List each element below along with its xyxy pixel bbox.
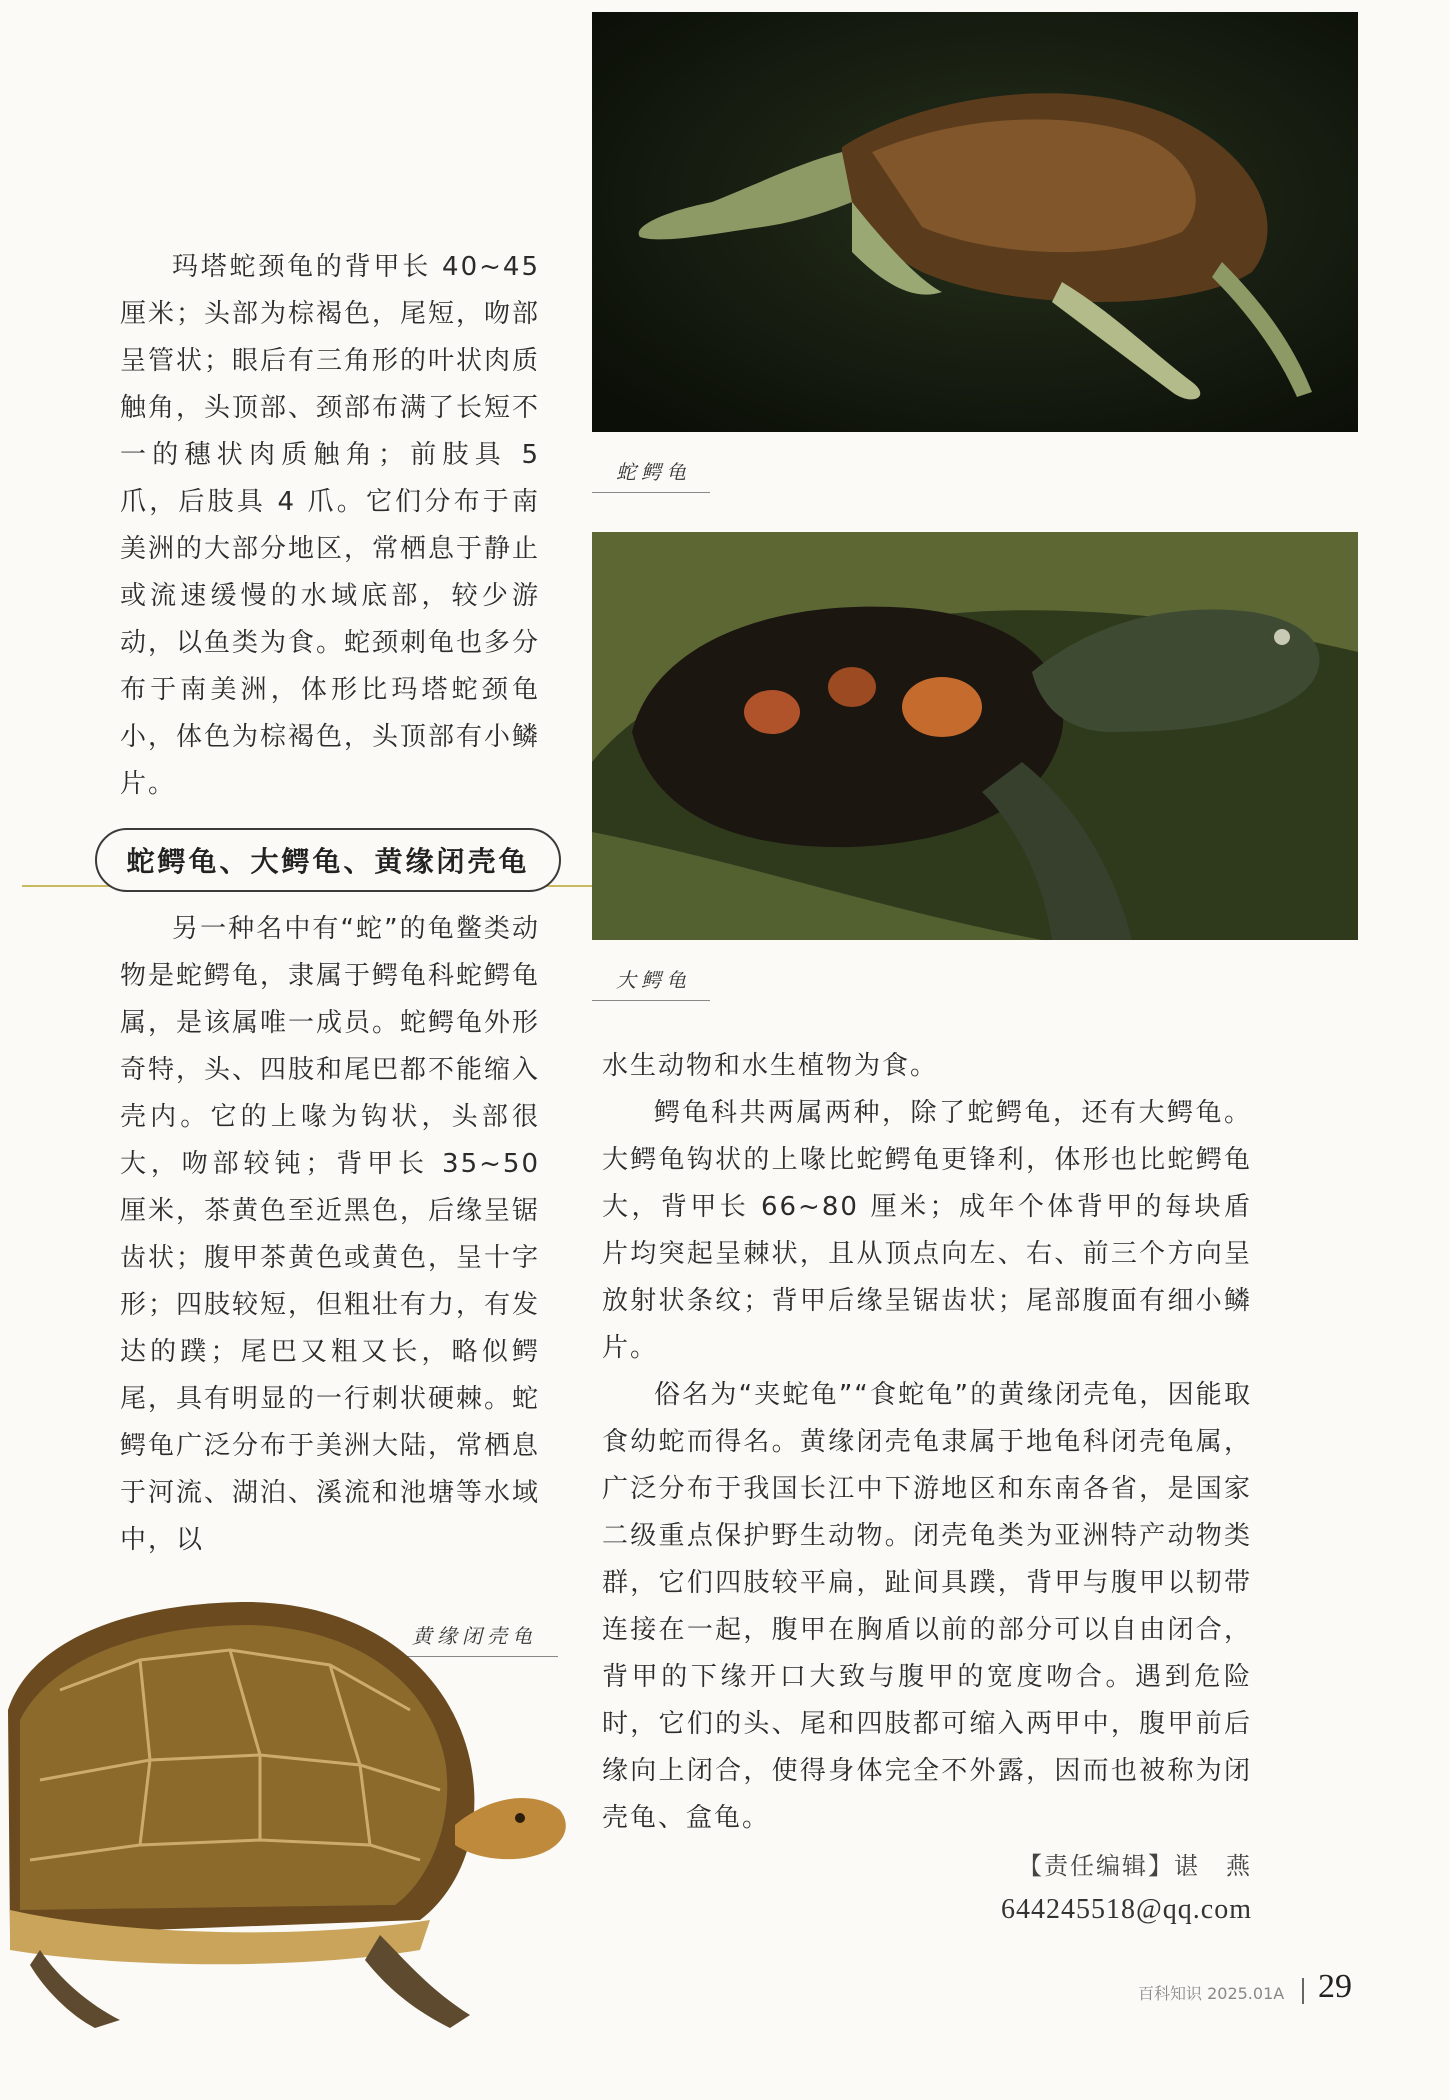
snapping-turtle-photo <box>592 12 1358 432</box>
right-column-paragraph-3: 俗名为“夹蛇龟”“食蛇龟”的黄缘闭壳龟，因能取食幼蛇而得名。黄缘闭壳龟隶属于地龟科闭壳龟属，广泛分布于我国长江中下游地区和东南各省，是国家二级重点保护野生动物。闭壳龟类为亚洲特产动物类群，它们四肢较平扁，趾间具蹼，背甲与腹甲以韧带连接在一起，腹甲在胸盾以前的部分可以自由闭合，背甲的下缘开口大致与腹甲的宽度吻合。遇到危险时，它们的头、尾和四肢都可缩入两甲中，腹甲前后缘向上闭合，使得身体完全不外露，因而也被称为闭壳龟、盒龟。 <box>602 1380 1252 1833</box>
photo2-caption-rule <box>592 1000 710 1001</box>
box-turtle-photo <box>0 1590 575 2030</box>
section-heading <box>95 828 561 892</box>
right-column-paragraph-2: 鳄龟科共两属两种，除了蛇鳄龟，还有大鳄龟。大鳄龟钩状的上喙比蛇鳄龟更锋利，体形也比蛇鳄龟大，背甲长 66~80 厘米；成年个体背甲的每块盾片均突起呈棘状，且从顶点向左、右、前三个方向呈放射状条纹；背甲后缘呈锯齿状；尾部腹面有细小鳞片。 <box>602 1098 1252 1363</box>
left-column-paragraph: 另一种名中有“蛇”的龟鳖类动物是蛇鳄龟，隶属于鳄龟科蛇鳄龟属，是该属唯一成员。蛇鳄龟外形奇特，头、四肢和尾巴都不能缩入壳内。它的上喙为钩状，头部很大，吻部较钝；背甲长 35~50 厘米，茶黄色至近黑色，后缘呈锯齿状；腹甲茶黄色或黄色，呈十字形；四肢较短，但粗壮有力，有发达的蹼；尾巴又粗又长，略似鳄尾，具有明显的一行刺状硬棘。蛇鳄龟广泛分布于美洲大陆，常栖息于河流、湖泊、溪流和池塘等水域中，以 <box>120 914 541 1555</box>
page-number: 29 <box>1318 1968 1352 2005</box>
alligator-snapping-turtle-photo <box>592 532 1358 940</box>
photo2-caption: 大鳄龟 <box>616 968 691 992</box>
folio-divider <box>1302 1978 1304 2004</box>
photo1-caption-rule <box>592 492 710 493</box>
photo3-caption: 黄缘闭壳龟 <box>412 1624 537 1648</box>
photo1-caption: 蛇鳄龟 <box>616 460 691 484</box>
intro-paragraph: 玛塔蛇颈龟的背甲长 40~45 厘米；头部为棕褐色，尾短，吻部呈管状；眼后有三角形的叶状肉质触角，头顶部、颈部布满了长短不一的穗状肉质触角；前肢具 5 爪，后肢具 4 爪。它们分布于南美洲的大部分地区，常栖息于静止或流速缓慢的水域底部，较少游动，以鱼类为食。蛇颈刺龟也多分布于南美洲，体形比玛塔蛇颈龟小，体色为棕褐色，头顶部有小鳞片。 <box>120 252 541 799</box>
editor-email: 644245518@qq.com <box>1001 1894 1252 1925</box>
editor-credit: 【责任编辑】谌 燕 <box>1018 1852 1252 1880</box>
magazine-folio: 百科知识 2025.01A <box>1138 1984 1285 2003</box>
section-heading-text: 蛇鳄龟、大鳄龟、黄缘闭壳龟 <box>126 845 530 878</box>
right-column-continuation: 水生动物和水生植物为食。 <box>602 1051 939 1081</box>
